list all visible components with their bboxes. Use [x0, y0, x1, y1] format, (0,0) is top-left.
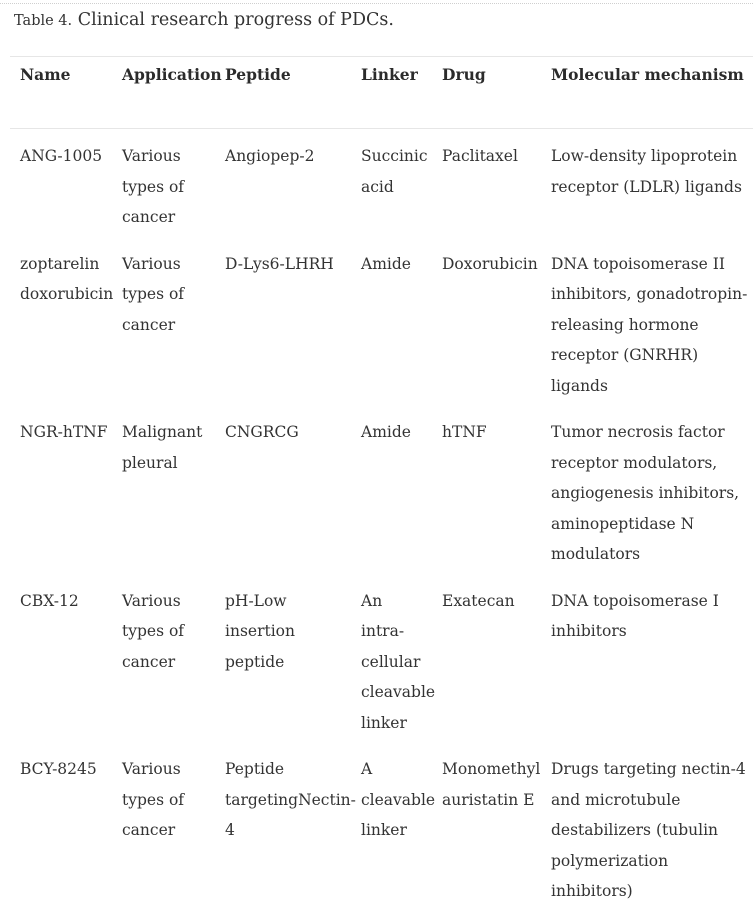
header-molecular-mechanism: Molecular mechanism [551, 65, 744, 84]
cell-application: Various types of cancer [122, 591, 185, 671]
cell-mechanism: Tumor necrosis factor receptor modulators, angiogenesis inhibitors, aminopeptidase N modulators [551, 423, 740, 563]
table-top-divider [10, 56, 753, 57]
header-linker: Linker [361, 65, 418, 84]
pdc-table [10, 60, 753, 915]
header-application: Application [122, 65, 222, 84]
cell-peptide: Peptide targetingNectin-4 [225, 760, 356, 839]
cell-peptide: pH-Low insertion peptide [225, 591, 295, 671]
cell-drug: Paclitaxel [442, 147, 518, 165]
table-row [10, 746, 753, 915]
cell-name: zoptarelin doxorubicin [20, 254, 114, 303]
table-row [10, 241, 753, 410]
cell-linker: Succinic acid [361, 147, 428, 196]
cell-linker: A cleavable linker [361, 760, 436, 839]
cell-mechanism: Low-density lipoprotein receptor (LDLR) ligands [551, 147, 742, 196]
table-caption-title: Clinical research progress of PDCs. [77, 10, 394, 30]
cell-peptide: Angiopep-2 [225, 147, 315, 165]
cell-mechanism: DNA topoisomerase II inhibitors, gonadotropin-releasing hormone receptor (GNRHR) ligands [551, 254, 748, 395]
cell-peptide: D-Lys6-LHRH [225, 254, 334, 273]
cell-mechanism: Drugs targeting nectin-4 and microtubule destabilizers (tubulin polymerization inhibitors) [551, 760, 746, 900]
table-row [10, 122, 753, 241]
cell-peptide: CNGRCG [225, 423, 299, 441]
header-name: Name [20, 65, 71, 84]
cell-application: Various types of cancer [122, 254, 185, 334]
cell-drug: Monomethyl auristatin E [442, 760, 541, 809]
table-header-row [10, 60, 753, 122]
cell-name: NGR-hTNF [20, 423, 108, 441]
cell-application: Malignant pleural [122, 423, 203, 472]
table-caption-label: Table 4. [14, 13, 73, 29]
header-peptide: Peptide [225, 65, 291, 84]
cell-linker: Amide [361, 254, 411, 273]
cell-drug: Exatecan [442, 591, 515, 610]
cell-linker: An intra-cellular cleavable linker [361, 591, 436, 732]
cell-application: Various types of cancer [122, 760, 185, 839]
table-caption [14, 8, 394, 33]
table-row [10, 409, 753, 578]
cell-drug: hTNF [442, 423, 487, 441]
cell-mechanism: DNA topoisomerase I inhibitors [551, 591, 719, 640]
cell-name: ANG-1005 [20, 147, 103, 165]
cell-name: BCY-8245 [20, 760, 97, 778]
cell-application: Various types of cancer [122, 147, 185, 226]
header-drug: Drug [442, 65, 486, 84]
cell-drug: Doxorubicin [442, 254, 538, 273]
top-divider [0, 3, 753, 4]
cell-name: CBX-12 [20, 591, 79, 610]
table-row [10, 578, 753, 747]
cell-linker: Amide [361, 423, 411, 441]
